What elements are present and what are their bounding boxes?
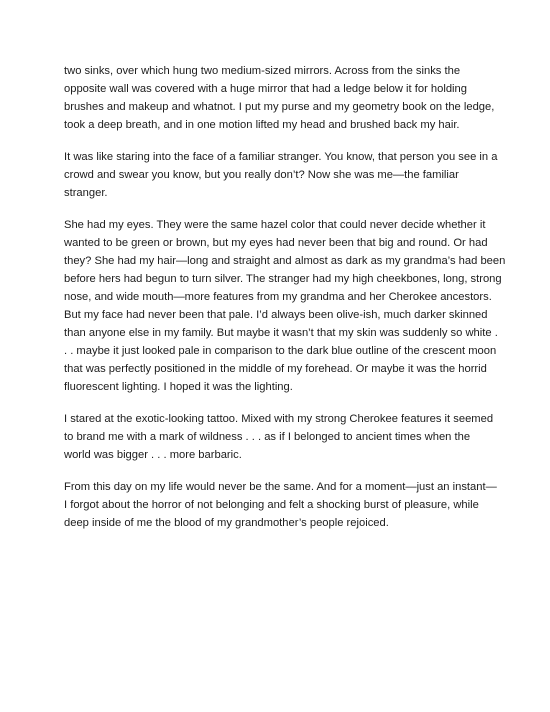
text-line: than anyone else in my family. But maybe it wasn’t that my skin was suddenly so white . [64, 327, 498, 339]
paragraph-2 [64, 148, 504, 202]
text-line: . . maybe it just looked pale in comparison to the dark blue outline of the crescent moon [64, 345, 497, 357]
text-line: It was like staring into the face of a familiar stranger. You know, that person you see in a [64, 151, 498, 163]
text-line: stranger. [64, 187, 108, 199]
text-line: She had my eyes. They were the same hazel color that could never decide whether it [64, 219, 486, 231]
document-body [64, 62, 504, 546]
text-line: I forgot about the horror of not belonging and felt a shocking burst of pleasure, while [64, 499, 479, 511]
text-line: I stared at the exotic-looking tattoo. Mixed with my strong Cherokee features it seemed [64, 413, 494, 425]
paragraph-4 [64, 410, 504, 464]
paragraph-3 [64, 216, 504, 396]
paragraph-1 [64, 62, 504, 134]
text-line: before hers had begun to turn silver. The stranger had my high cheekbones, long, strong [64, 273, 502, 285]
text-line: world was bigger . . . more barbaric. [64, 449, 242, 461]
paragraph-5 [64, 478, 504, 532]
text-line: crowd and swear you know, but you really don’t? Now she was me—the familiar [64, 169, 459, 181]
text-line: But my face had never been that pale. I’d always been olive-ish, much darker skinned [64, 309, 488, 321]
text-line: to brand me with a mark of wildness . . . as if I belonged to ancient times when the [64, 431, 471, 443]
text-line: took a deep breath, and in one motion lifted my head and brushed back my hair. [64, 119, 460, 131]
text-line: fluorescent lighting. I hoped it was the lighting. [64, 381, 293, 393]
text-line: From this day on my life would never be the same. And for a moment—just an instant— [64, 481, 497, 493]
text-line: wanted to be green or brown, but my eyes had never been that big and round. Or had [64, 237, 488, 249]
text-line: that was perfectly positioned in the middle of my forehead. Or maybe it was the horrid [64, 363, 487, 375]
text-line: two sinks, over which hung two medium-sized mirrors. Across from the sinks the [64, 65, 461, 77]
text-line: deep inside of me the blood of my grandmother’s people rejoiced. [64, 517, 389, 529]
text-line: they? She had my hair—long and straight and almost as dark as my grandma’s had been [64, 255, 506, 267]
text-line: opposite wall was covered with a huge mirror that had a ledge below it for holding [64, 83, 467, 95]
text-line: nose, and wide mouth—more features from my grandma and her Cherokee ancestors. [64, 291, 492, 303]
text-line: brushes and makeup and whatnot. I put my purse and my geometry book on the ledge, [64, 101, 495, 113]
